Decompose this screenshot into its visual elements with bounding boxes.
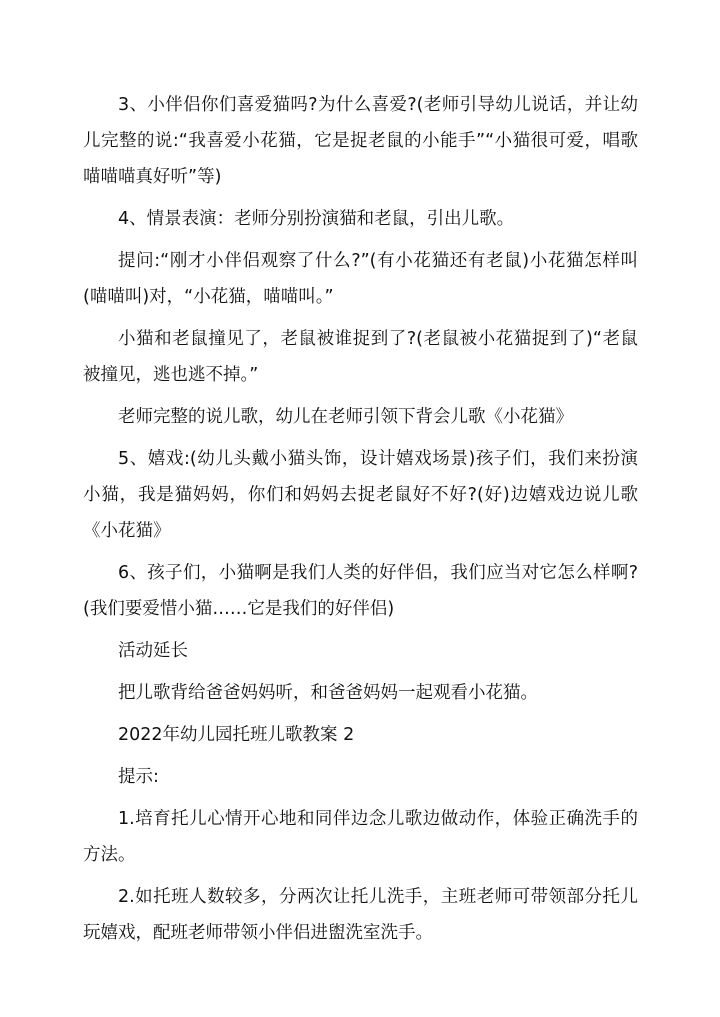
paragraph-recite-rhyme: 老师完整的说儿歌，幼儿在老师引领下背会儿歌《小花猫》	[118, 407, 573, 427]
paragraph-tip-2: 2.如托班人数较多，分两次让托儿洗手，主班老师可带领部分托儿玩嬉戏，配班老师带领小伴侣进盥洗室洗手。	[83, 887, 638, 943]
paragraph-role-play: 4、情景表演：老师分别扮演猫和老鼠，引出儿歌。	[118, 209, 515, 229]
paragraph-extension: 把儿歌背给爸爸妈妈听，和爸爸妈妈一起观看小花猫。	[118, 683, 538, 703]
paragraph-game: 5、嬉戏:(幼儿头戴小猫头饰，设计嬉戏场景)孩子们，我们来扮演小猫，我是猫妈妈，你们和妈妈去捉老鼠好不好?(好)边嬉戏边说儿歌《小花猫》	[83, 449, 638, 541]
paragraph-mouse-caught: 小猫和老鼠撞见了，老鼠被谁捉到了?(老鼠被小花猫捉到了)“老鼠被撞见，逃也逃不掉。”	[83, 329, 638, 385]
document-body	[83, 87, 638, 957]
paragraph-cat-question: 3、小伴侣你们喜爱猫吗?为什么喜爱?(老师引导幼儿说话，并让幼儿完整的说:“我喜爱小花猫，它是捉老鼠的小能手”“小猫很可爱，唱歌喵喵喵真好听”等)	[83, 95, 638, 187]
paragraph-tip-1: 1.培育托儿心情开心地和同伴边念儿歌边做动作，体验正确洗手的方法。	[83, 809, 638, 865]
section-heading-extension: 活动延长	[118, 641, 188, 661]
section-heading-lesson-2: 2022年幼儿园托班儿歌教案 2	[118, 725, 355, 745]
paragraph-question-observed: 提问:“刚才小伴侣观察了什么?”(有小花猫还有老鼠)小花猫怎样叫(喵喵叫)对，“小花猫，喵喵叫。”	[83, 251, 638, 307]
section-heading-tips: 提示:	[118, 767, 159, 787]
paragraph-good-friend: 6、孩子们，小猫啊是我们人类的好伴侣，我们应当对它怎么样啊?(我们要爱惜小猫……它是我们的好伴侣)	[83, 563, 638, 619]
